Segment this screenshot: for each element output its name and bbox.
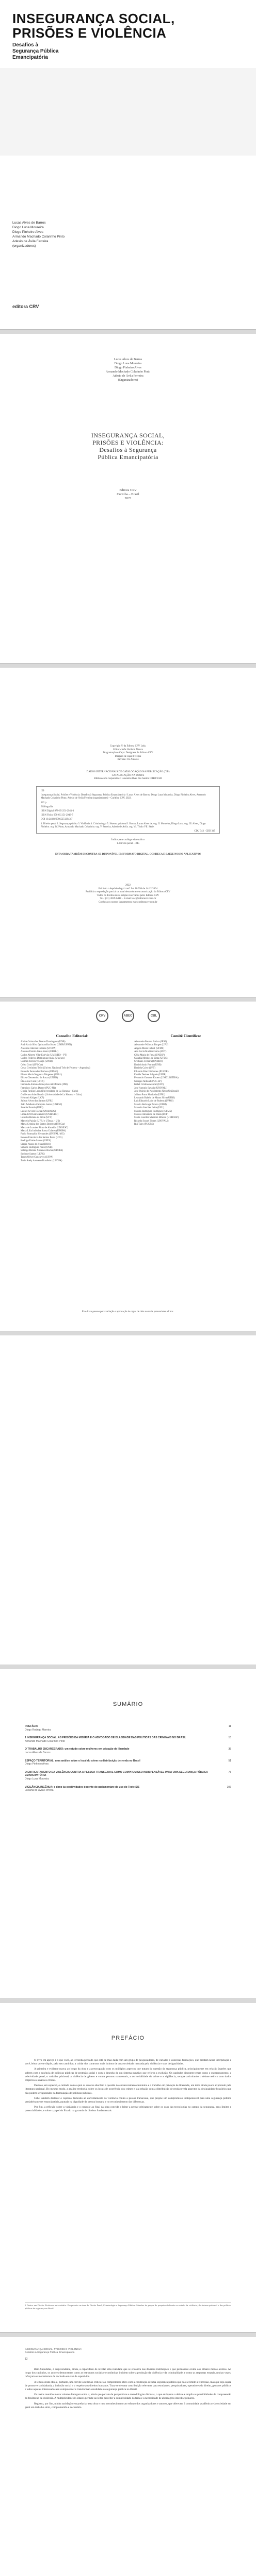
- committee-member: Rui Tales (PUCRS): [134, 1123, 154, 1126]
- board-member: Carlos Alberto Vilar Estêvão (UMINHO – PT): [21, 1054, 67, 1057]
- board-member: Andréia da Silva Quintanilha Sousa (UNIR/UFRN): [21, 1044, 72, 1047]
- committee-member: Isabel Cristina Alencar (UFP): [134, 1083, 164, 1087]
- board-member: Carmen Tereza Velanga (UNIR): [21, 1060, 53, 1063]
- contents-item: [25, 1786, 231, 1792]
- committee-member: José Osório do Nascimento Neto (UniBrasil): [134, 1090, 179, 1093]
- committee-member: Maria Lourdes Manzoni Ribeiro (UNIFESP): [134, 1116, 179, 1120]
- board-member: Élsio José Corá (UFFS): [21, 1080, 44, 1083]
- committee-member: Marcos Alexandre de Paula (UFP): [134, 1113, 169, 1116]
- catalog-classification: [41, 830, 215, 833]
- contents-item-page: 15: [228, 1736, 231, 1740]
- halftitle-publisher: [0, 488, 256, 501]
- catalog-subjects: 1. Direito penal 2. Segurança pública 3. Violência 4. Criminologia 5. Sistema prisional I. Barros, Lucas Alves de. org. II. Moureira, Diogo Luna. org. III. Alves, Diogo Pinheiro. org. IV. Pinto, Armando Machado Colarinho. org. V. Ferreira, Adesio de Ávila. org. VI. Título VII. Série.: [41, 822, 206, 828]
- cip-subtitle: CATALOGAÇÃO NA FONTE: [111, 774, 145, 777]
- catalog-code: I59: [41, 790, 44, 792]
- rights-block: [21, 884, 235, 904]
- rights-line: Proibida a reprodução parcial ou total desta obra sem autorização da Editora CRV: [86, 891, 170, 893]
- board-page: [0, 1002, 256, 1331]
- cover-title: [12, 11, 245, 40]
- board-member: Marcelo Paixão (UFRJ e UTexas – US): [21, 1120, 60, 1123]
- halftitle-author: Diogo Luna Moureira: [114, 362, 142, 365]
- board-member: Fernando Antônio Gonçalves Alcoforado (IPB): [21, 1083, 68, 1087]
- board-member: Francisco Carlos Duarte (PUC-PR): [21, 1087, 56, 1090]
- cover-subtitle-line: Desafios à: [12, 42, 39, 48]
- preface-footnote: 1 Doutor em Direito. Professor universitário. Pesquisador na área de Direito Penal, Criminologia e Segurança Pública. Membro de grupos de pesquisa dedicados ao estudo da violência, do sistema prisional e das políticas públicas de segurança no Brasil.: [25, 2302, 231, 2310]
- board-member: Sérgio Nunes de Jesus (IFRO): [21, 1143, 51, 1146]
- board-member: Cesar Gerónimo Tello (Univer. Nacional Três de Febrero – Argentina): [21, 1067, 90, 1070]
- contents-list: [25, 1725, 231, 1797]
- contents-item-title: O TRABALHO ENCARCERADO: um estudo sobre mulheres em privação de liberdade: [25, 1748, 130, 1751]
- contents-item: [25, 1736, 231, 1743]
- abec-seal-icon: ABEC: [122, 1010, 134, 1022]
- contents-page: [0, 1669, 256, 1999]
- board-member: Guillermo Arias Beatón (Universidade de La Havana – Cuba): [21, 1093, 82, 1096]
- halftitle-authors: [0, 358, 256, 382]
- cover-subtitle-line: Emancipatória: [12, 55, 48, 60]
- catalog-bibliography: Bibliografia: [41, 805, 53, 808]
- committee-member: Marcio Berlanga Pereira (UFRJ): [134, 1103, 167, 1106]
- committee-member: Célia Maria de Faria (UNESP): [134, 1054, 165, 1057]
- cover-authors-role: (organizadores): [12, 244, 36, 248]
- contents-item-author: Lucas Alves de Barros: [25, 1751, 51, 1754]
- editorial-board: [21, 1033, 124, 1163]
- rights-line: Todos os direitos desta edição reservados pela: Editora CRV: [97, 894, 159, 897]
- committee-member: Marcelo Sanches Leite (UEL): [134, 1107, 164, 1110]
- board-member: Gloria Fariñas León (Universidade de La Havana – Cuba): [21, 1090, 78, 1093]
- committee-member: Leonardo Rabelo de Matos Silva (UFRJ): [134, 1096, 175, 1099]
- publisher-seal-icon: CRV: [96, 1010, 108, 1022]
- board-member: Jailson Alves dos Santos (UFRJ): [21, 1100, 53, 1103]
- contents-item: [25, 1771, 231, 1781]
- committee-member: Alexandre Walmott Borges (UFU): [134, 1044, 169, 1047]
- preface-paragraph: Os textos reunidos neste volume dialogam entre si, ainda que partam de perspectivas e metodologias distintas, o que enriquece o debate e amplia as possibilidades de compreensão do fenômeno da violência. A multiplicidade de olhares permite ao leitor perceber a complexidade do tema e a necessidade de abordagens interdisciplinares.: [25, 2393, 231, 2400]
- board-member: Maria Cristina dos Santos Bezerra (UFSCar): [21, 1123, 65, 1126]
- preface-paragraph: A leitura desta obra é, portanto, um convite à reflexão crítica e ao compromisso ético com a construção de uma segurança pública que não se limite à repressão, mas que seja capaz de promover a cidadania, a inclusão social e o respeito aos direitos humanos. Trata-se de uma contribuição relevante para estudantes, pesquisadores, operadores do direito, gestores públicos e todos aqueles interessados em compreender e transformar a realidade da segurança pública no Brasil.: [25, 2380, 231, 2392]
- halftitle-publisher-line: Editora CRV: [119, 488, 137, 492]
- halftitle-author: Lucas Alves de Barros: [114, 358, 142, 361]
- board-footer: Este livro passou por avaliação e aprovação às cegas de dois ou mais pareceristas ad hoc.: [82, 1311, 174, 1313]
- catalog-cdd: CDD 345: [205, 830, 215, 833]
- logo-row: [0, 1010, 256, 1022]
- scientific-committee-title: Comitê Científico:: [170, 1033, 201, 1038]
- index-title: Índice para catálogo sistemático: [111, 839, 145, 841]
- contents-item: [25, 1759, 231, 1766]
- preface-text: [25, 2059, 231, 2115]
- board-member: Carlos Federico Dominguez Avila (Unieuro): [21, 1057, 65, 1060]
- contents-item-title: O ENFRENTAMENTO DA VIOLÊNCIA CONTRA A PESSOA TRANSEXUAL COMO COMPROMISSO INDISPENSÁVEL PARA UMA SEGURANÇA PÚBLICA EMANCIPATÓRIA: [25, 1770, 208, 1777]
- board-member: Tania Suely Azevedo Brasileiro (UFOPA): [21, 1159, 62, 1162]
- cover-authors: [12, 221, 65, 248]
- committee-member: Daniel Amin Ferraz (UNB): [134, 1063, 162, 1066]
- board-member: Helmuth Krüger (UCP): [21, 1096, 44, 1099]
- preface-paragraph: Cabe também destacar o capítulo dedicado ao enfrentamento da violência contra a pessoa transexual, que propõe um compromisso indispensável para uma segurança pública verdadeiramente emancipatória, pautada na dignidade da pessoa humana e no reconhecimento das diferenças.: [25, 2096, 231, 2104]
- index-item: 1. Direito penal – 345: [117, 842, 139, 845]
- catalog-cdu: CDU 343: [194, 830, 204, 833]
- cip-header: [21, 771, 235, 781]
- contents-item-author: Diogo Luna Moureira: [25, 1777, 49, 1781]
- contents-item-author: Armando Machado Colarinho Pinto: [25, 1739, 65, 1743]
- editorial-board-title: Conselho Editorial:: [56, 1033, 89, 1038]
- preface-paragraph: Destaco, em especial, o cuidado com o qual os autores abordam a questão do encarceramento feminino e o trabalho em privação de liberdade, um tema ainda pouco explorado pela literatura nacional. Do mesmo modo, a análise territorial sobre os locais de ocorrência dos crimes e sua relação com a distribuição de renda revela aspectos da desigualdade brasileira que não podem ser ignorados na formulação de políticas públicas.: [25, 2084, 231, 2095]
- cip-title: DADOS INTERNACIONAIS DE CATALOGAÇÃO NA PUBLICAÇÃO (CIP): [86, 771, 170, 773]
- committee-member: Alexandre Pereira Batista (IFSP): [134, 1041, 167, 1043]
- halftitle-title-line: Pública Emancipatória: [98, 453, 158, 461]
- board-member: João Adalberto Campato Junior (UNESP): [21, 1103, 62, 1106]
- contents-item-author: Diogo Rodrigo Moreira: [25, 1728, 51, 1732]
- running-head: [25, 2348, 180, 2354]
- catalog-pages: 122 p.: [41, 801, 47, 804]
- board-member: Josania Portela (UFPI): [21, 1107, 43, 1110]
- cover-title-line: PRISÕES E VIOLÊNCIA: [12, 25, 167, 41]
- running-head-line: Desafios à Segurança Pública Emancipatória: [25, 2351, 75, 2354]
- board-member: Aldira Guimarães Duarte Domínguez (UNB): [21, 1041, 66, 1043]
- contents-item-title: VIGILÂNCIA INGÊNUA: o dano às positividades docente do parlamentare de uso do Teste SIS: [25, 1785, 140, 1789]
- board-member: Rodrigo Pratte-Santos (UFES): [21, 1140, 51, 1143]
- committee-member: Luis Eduardo Lobo de Rubens (UFMS): [134, 1100, 174, 1103]
- board-member: Anselmo Alencar Colares (UFOPA): [21, 1047, 56, 1050]
- cover-author: Diogo Pinheiro Alves: [12, 230, 43, 234]
- preface-paragraph: A primeira e evidente marca ao longo da obra é a preocupação com os múltiplos aspectos que tratam da questão da segurança pública, principalmente em relação àqueles que sofrem com a ausência de políticas públicas de proteção social e com o desenho de um sistema punitivo que reforça a exclusão. Os capítulos discutem temas como o encarceramento, a seletividade penal, o trabalho prisional, a violência de gênero e contra pessoas transexuais, a territorialidade do crime e a vigilância, sempre articulando o debate teórico com dados empíricos e análises críticas.: [25, 2067, 231, 2082]
- contact-line: Tel.: (41) 3039-6418 – E-mail: sac@editoracrv.com.br: [100, 897, 156, 900]
- board-member: Antônio Pereira Gaio Júnior (UFRRJ): [21, 1050, 59, 1054]
- cover-title-line: INSEGURANÇA SOCIAL,: [12, 11, 175, 26]
- halftitle-title: [0, 432, 256, 461]
- contents-item-page: 73: [228, 1770, 231, 1774]
- committee-member: Fernando Gustavo Knoerr (UNICURITIBA): [134, 1077, 179, 1080]
- catalog-doi: DOI 10.24824/978652512943.7: [41, 818, 73, 821]
- cover-author: Diogo Luna Moureira: [12, 226, 44, 229]
- halftitle-publisher-line: Curitiba – Brasil: [117, 493, 139, 496]
- committee-member: Claudia Mendes de Lima (UFES): [134, 1057, 168, 1060]
- halftitle-page: [0, 334, 256, 664]
- rights-line: Foi feito o depósito legal conf. Lei 10.994 de 14/12/2004: [98, 887, 158, 890]
- credits-line: Revisão: Os Autores: [117, 758, 139, 761]
- board-member: Eduardo Fernandes Barbosa (UFMG): [21, 1070, 58, 1073]
- contents-item-page: 35: [228, 1748, 231, 1751]
- committee-member: Eneida Desiree Salgado (UFPR): [134, 1074, 167, 1077]
- cover-author: Adesio de Ávila Ferreira: [12, 240, 49, 243]
- halftitle-publisher-line: 2022: [124, 497, 132, 500]
- cover-page: [0, 0, 256, 330]
- cover-author: Lucas Alves de Barros: [12, 221, 46, 225]
- preface-paragraph: Por fim, a reflexão sobre a vigilância e o controle ao final da obra convida o leitor a pensar criticamente sobre os usos das tecnologias no campo da segurança, seus limites e potencialidades, e sobre o papel do Estado na garantia de direitos fundamentais.: [25, 2106, 231, 2113]
- page-number: 12: [25, 2358, 28, 2361]
- contents-item-title: ESPAÇO TERRITORIAL: uma análise sobre o local do crime na distribuição de renda no Brasil: [25, 1759, 140, 1762]
- committee-member: Daniela Calvo (UFT): [134, 1067, 156, 1070]
- halftitle-author: Adesio de Ávila Ferreira: [113, 375, 143, 378]
- credits-block: [21, 745, 235, 762]
- contents-item-author: Diogo Pinheiro Alves: [25, 1762, 49, 1766]
- committee-member: Georges Abboud (PUC-SP): [134, 1080, 162, 1083]
- board-member: Renato Francisco dos Santos Paula (UFG): [21, 1136, 63, 1139]
- publisher-logo: editora CRV: [12, 304, 39, 309]
- cover-band: [0, 68, 256, 156]
- committee-member: Ana Lúcia Martins Gama (UFT): [134, 1050, 167, 1054]
- committee-member: Juliana Porto Machado (UFRJ): [134, 1093, 165, 1096]
- contents-item-title: 1 INSEGURANÇA SOCIAL, AS PRISÕES DA MISÉRIA E O ADVOGADO DE BLASIDADE DAS POLÍTICAS DAS CRIMINAIS NO BRASIL: [25, 1736, 186, 1740]
- halftitle-title-line: Desafios à Segurança: [99, 446, 157, 453]
- contents-item-page: 51: [228, 1759, 231, 1762]
- contents-item-page: 11: [228, 1725, 231, 1728]
- cover-subtitle-line: Segurança Pública: [12, 48, 59, 54]
- board-member: Tadeu Oliver Gonçalves (UFPA): [21, 1156, 53, 1159]
- catalog-card: [36, 786, 220, 834]
- preface-page-12: [0, 2337, 256, 2576]
- board-member: Paulo Romualdo Hernandes (UNIFAL-MG): [21, 1133, 65, 1136]
- halftitle-author: Diogo Pinheiro Alves: [115, 366, 141, 369]
- committee-member: Cristiano Ferreira (UNIRIO): [134, 1060, 163, 1063]
- committee-member: Angela Maria Cabral (UFMS): [134, 1047, 164, 1050]
- committee-member: Ricardo Scopel Torres (UNIVALI): [134, 1120, 169, 1123]
- contents-title: SUMÁRIO: [113, 1701, 143, 1707]
- board-member: Lourdes Helena da Silva (UFV): [21, 1116, 53, 1120]
- contents-item: [25, 1725, 231, 1732]
- preface-text: [25, 2368, 231, 2411]
- cip-librarian: Bibliotecária responsável: Luzenira Alves dos Santos CRB9/1506: [94, 777, 162, 780]
- board-member: Celso Conti (UFSCar): [21, 1063, 43, 1066]
- catalog-isbn-digital: ISBN Digital 978-65-251-2941-3: [41, 810, 74, 813]
- contents-item: [25, 1748, 231, 1754]
- board-member: Simone Rodrigues Pinto (UNB): [21, 1146, 53, 1149]
- board-member: Elizeu Clementino de Souza (UNEB): [21, 1077, 58, 1080]
- scientific-committee: [134, 1033, 237, 1127]
- rights-year: 2022: [125, 884, 131, 887]
- board-member: Elione Maria Nogueira Diogenes (UFAL): [21, 1074, 62, 1077]
- preface-page: [0, 2003, 256, 2333]
- running-head-line: INSEGURANÇA SOCIAL, PRISÕES E VIOLÊNCIA:: [25, 2348, 82, 2351]
- index-block: [21, 839, 235, 845]
- scientific-committee-list: [134, 1041, 237, 1127]
- board-member: Leonel Severo Rocha (UNISINOS): [21, 1110, 56, 1113]
- contents-item-author: Luciana de Ávila Ferreira: [25, 1789, 54, 1792]
- board-member: Sydione Santos (UEPG): [21, 1153, 45, 1156]
- cover-author: Armando Machado Colarinho Pinto: [12, 235, 65, 239]
- credits-line: Imagem de capa: Freepik: [115, 755, 141, 758]
- cover-subtitle: [12, 42, 90, 61]
- contents-item-page: 107: [227, 1785, 231, 1789]
- halftitle-author: Armando Machado Colarinho Pinto: [105, 370, 151, 374]
- board-member: Maria de Lourdes Pinto de Almeida (UNOESC): [21, 1126, 69, 1129]
- committee-member: José Antonio Savaris (UNIVALI): [134, 1087, 167, 1090]
- credits-line: Copyright © da Editora CRV Ltda.: [110, 745, 146, 748]
- halftitle-title-line: INSEGURANÇA SOCIAL,: [91, 432, 165, 439]
- editorial-board-list: [21, 1041, 124, 1163]
- site-line: Conheça os nossos lançamentos: www.editoracrv.com.br: [99, 901, 157, 904]
- board-member: Maria Lília Imbiriba Sousa Colares (UFOPA): [21, 1129, 66, 1132]
- board-member: Solange Helena Ximenes-Rocha (UFOPA): [21, 1149, 63, 1153]
- cbl-seal-icon: CBL: [148, 1010, 160, 1022]
- preface-paragraph: O livro em apreço é o que você, ao ler tenha pensado que está de mão dada com um grupo de pesquisadores, de variadas e valorosas formações, que prestam nessa interpelação a você, leitor que se dispôs, pelo seu caminhar, a cuidar dos contextos mais íntimos de uma sociedade marcada pela violência e suas desigualdades.: [25, 2059, 231, 2066]
- catalog-entry: Insegurança Social, Prisões e Violência: Desafios à Segurança Pública Emancipatória / Lucas Alves de Barros, Diogo Luna Moureira, Diogo Pinheiro Alves, Armando Machado Colarinho Pinto, Adesio de Ávila Ferreira (organizadores) – Curitiba: CRV, 2022.: [41, 794, 206, 800]
- preface-title: PREFÁCIO: [111, 2035, 145, 2041]
- halftitle-role: (Organizadores): [118, 379, 138, 382]
- contents-item-title: PREFÁCIO: [25, 1725, 38, 1728]
- halftitle-title-line: PRISÕES E VIOLÊNCIA:: [92, 439, 164, 446]
- credits-line: Editor-chefe: Railson Moura: [113, 748, 143, 751]
- committee-member: Márcia Rodrigues Rodrigues (UFMS): [134, 1110, 172, 1113]
- catalog-isbn-print: ISBN Físico 978-65-251-2943-7: [41, 814, 73, 817]
- board-member: Lídia de Oliveira Xavier (UNIEURO): [21, 1113, 58, 1116]
- digital-notice: ESTA OBRA TAMBÉM ENCONTRA-SE DISPONÍVEL EM FORMATO DIGITAL. CONHEÇA E BAIXE NOSSO APLICATIVO!: [55, 853, 201, 856]
- preface-paragraph: Registro, por fim, minha satisfação em prefaciar esta obra e meu reconhecimento ao esforço dos organizadores e autores, que oferecem à comunidade acadêmica e à sociedade em geral um trabalho sério, comprometido e necessário.: [25, 2402, 231, 2409]
- committee-member: Eduardo Biacchi Gomes (PUCPR): [134, 1070, 169, 1073]
- blank-page: [0, 1335, 256, 1665]
- credits-page: [0, 668, 256, 997]
- preface-paragraph: Bem-Sucedidas, é surpreendente, ainda, a capacidade de revelar uma realidade que se encontra nas diversas instituições e que permanece oculta aos olhares menos atentos. Ao longo dos capítulos, os autores demonstram como as estruturas sociais e econômicas incidem sobre a produção da violência e da criminalidade, e como as respostas estatais, muitas vezes, reforçam os mecanismos de exclusão em vez de superá-los.: [25, 2368, 231, 2379]
- credits-line: Diagramação e Capa: Designers da Editora CRV: [103, 752, 153, 754]
